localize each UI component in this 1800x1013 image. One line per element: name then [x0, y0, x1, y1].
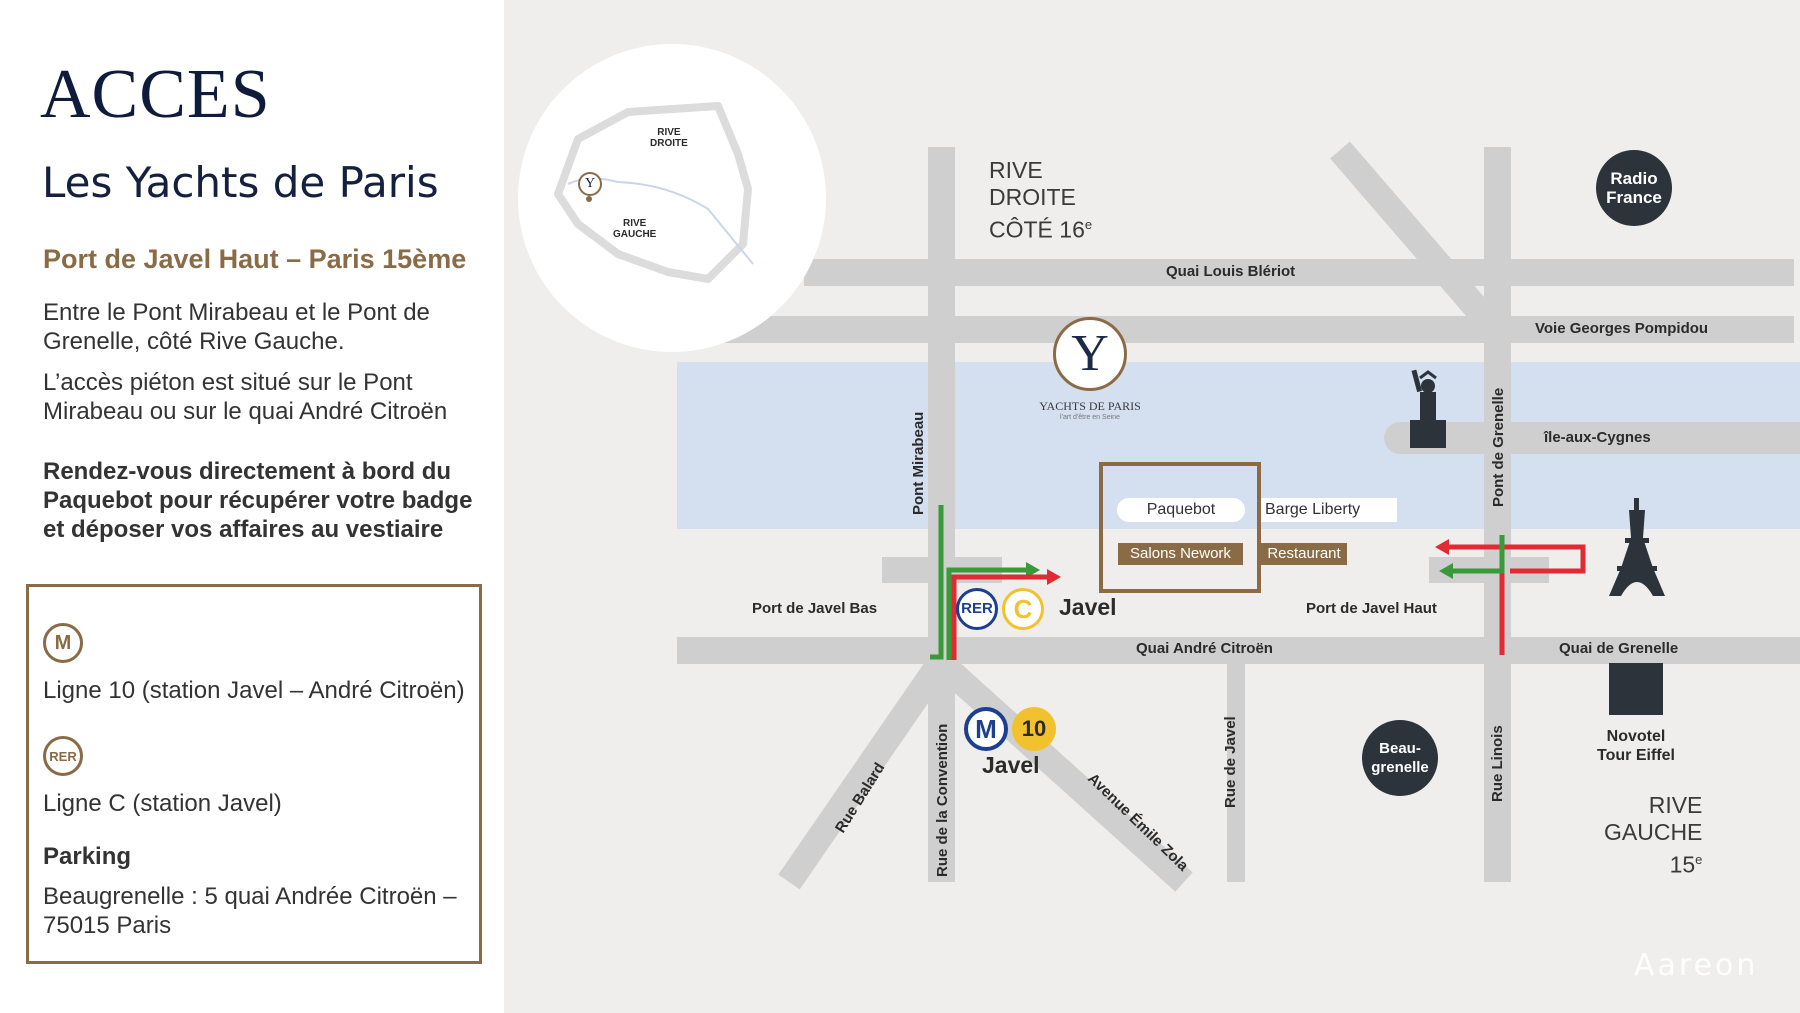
eiffel-tower-icon [1607, 498, 1667, 598]
venue-address: Port de Javel Haut – Paris 15ème [43, 244, 467, 274]
page-title: ACCES [40, 56, 271, 133]
novotel-building-icon [1609, 663, 1663, 715]
restaurant-label: Restaurant [1261, 543, 1347, 565]
label-rue-de-javel: Rue de Javel [1222, 716, 1239, 808]
parking-title: Parking [43, 843, 132, 870]
rer-line-text: Ligne C (station Javel) [43, 790, 282, 817]
paris-outline [518, 44, 826, 352]
label-port-de-javel-bas: Port de Javel Bas [752, 600, 878, 617]
venue-highlight-box [1099, 462, 1261, 593]
statue-of-liberty-icon [1406, 368, 1452, 448]
metro-line-10-icon: 10 [1012, 707, 1056, 751]
rive-droite-label: RIVE DROITE CÔTÉ 16e [989, 157, 1093, 243]
rer-icon: RER [43, 736, 83, 776]
metro-station-icon: M [964, 707, 1008, 751]
access-map [504, 0, 1800, 1013]
road-avenue-emile-zola [942, 664, 1184, 882]
label-rue-de-la-convention: Rue de la Convention [934, 723, 951, 877]
venue-name: Les Yachts de Paris [42, 158, 439, 207]
label-quai-de-grenelle: Quai de Grenelle [1559, 640, 1679, 657]
label-rue-linois: Rue Linois [1489, 725, 1506, 802]
route-arrow-green-right-head [1439, 563, 1453, 579]
parking-address: Beaugrenelle : 5 quai Andrée Citroën – 75015 Paris [43, 883, 457, 939]
inset-rive-gauche: RIVE GAUCHE [613, 218, 657, 240]
rer-station-icon: RER [956, 588, 998, 630]
location-description: Entre le Pont Mirabeau et le Pont de Grenelle, côté Rive Gauche. [43, 299, 430, 355]
radio-france-landmark: Radio France [1596, 150, 1672, 226]
label-voie-georges-pompidou: Voie Georges Pompidou [1535, 320, 1709, 337]
yachts-logo-tagline: l'art d'être en Seine [1060, 414, 1120, 421]
label-avenue-emile-zola: Avenue Émile Zola [1084, 770, 1192, 875]
barge-liberty-label: Barge Liberty [1261, 498, 1397, 522]
salons-nework-label: Salons Nework [1118, 543, 1243, 565]
metro-icon: M [43, 623, 83, 663]
route-arrow-green-left [930, 505, 941, 657]
label-quai-louis-bleriot: Quai Louis Blériot [1166, 263, 1296, 280]
yachts-logo-emblem [1053, 317, 1127, 391]
label-quai-andre-citroen: Quai André Citroën [1136, 640, 1273, 657]
inset-marker-dot [586, 196, 592, 202]
paquebot-label: Paquebot [1117, 498, 1245, 522]
metro-station-name: Javel [982, 752, 1040, 778]
aareon-watermark: Aareon [1634, 948, 1759, 983]
label-port-de-javel-haut: Port de Javel Haut [1306, 600, 1437, 617]
boarding-instructions: Rendez-vous directement à bord du Paquebot pour récupérer votre badge et déposer vos affaires au vestiaire [43, 458, 473, 543]
label-rue-balard: Rue Balard [832, 759, 889, 837]
route-arrow-green-right [1451, 535, 1502, 571]
inset-rive-droite: RIVE DROITE [650, 127, 688, 149]
novotel-label: Novotel Tour Eiffel [1597, 728, 1675, 764]
road-upper-right-diagonal [1340, 150, 1504, 340]
label-ile-aux-cygnes: île-aux-Cygnes [1544, 429, 1651, 446]
rive-gauche-label: RIVE GAUCHE 15e [1604, 792, 1703, 878]
paris-inset-map [518, 44, 826, 352]
pedestrian-access: L’accès piéton est situé sur le Pont Mirabeau ou sur le quai André Citroën [43, 369, 448, 425]
transport-box [26, 584, 482, 964]
label-pont-de-grenelle: Pont de Grenelle [1490, 387, 1507, 507]
inset-yachts-marker-icon: Y [578, 172, 602, 196]
yachts-logo-letter: Y [1071, 325, 1109, 382]
label-pont-mirabeau: Pont Mirabeau [910, 411, 927, 515]
route-arrow-red-right-head [1435, 539, 1449, 555]
metro-line-text: Ligne 10 (station Javel – André Citroën) [43, 677, 465, 704]
rer-station-name: Javel [1059, 594, 1117, 620]
beaugrenelle-landmark: Beau- grenelle [1362, 720, 1438, 796]
route-arrow-red-left-head [1047, 569, 1061, 585]
info-panel [0, 0, 504, 1013]
route-arrow-red-right [1502, 547, 1583, 655]
yachts-logo-name: YACHTS DE PARIS [1039, 399, 1141, 413]
rer-line-c-icon: C [1002, 588, 1044, 630]
